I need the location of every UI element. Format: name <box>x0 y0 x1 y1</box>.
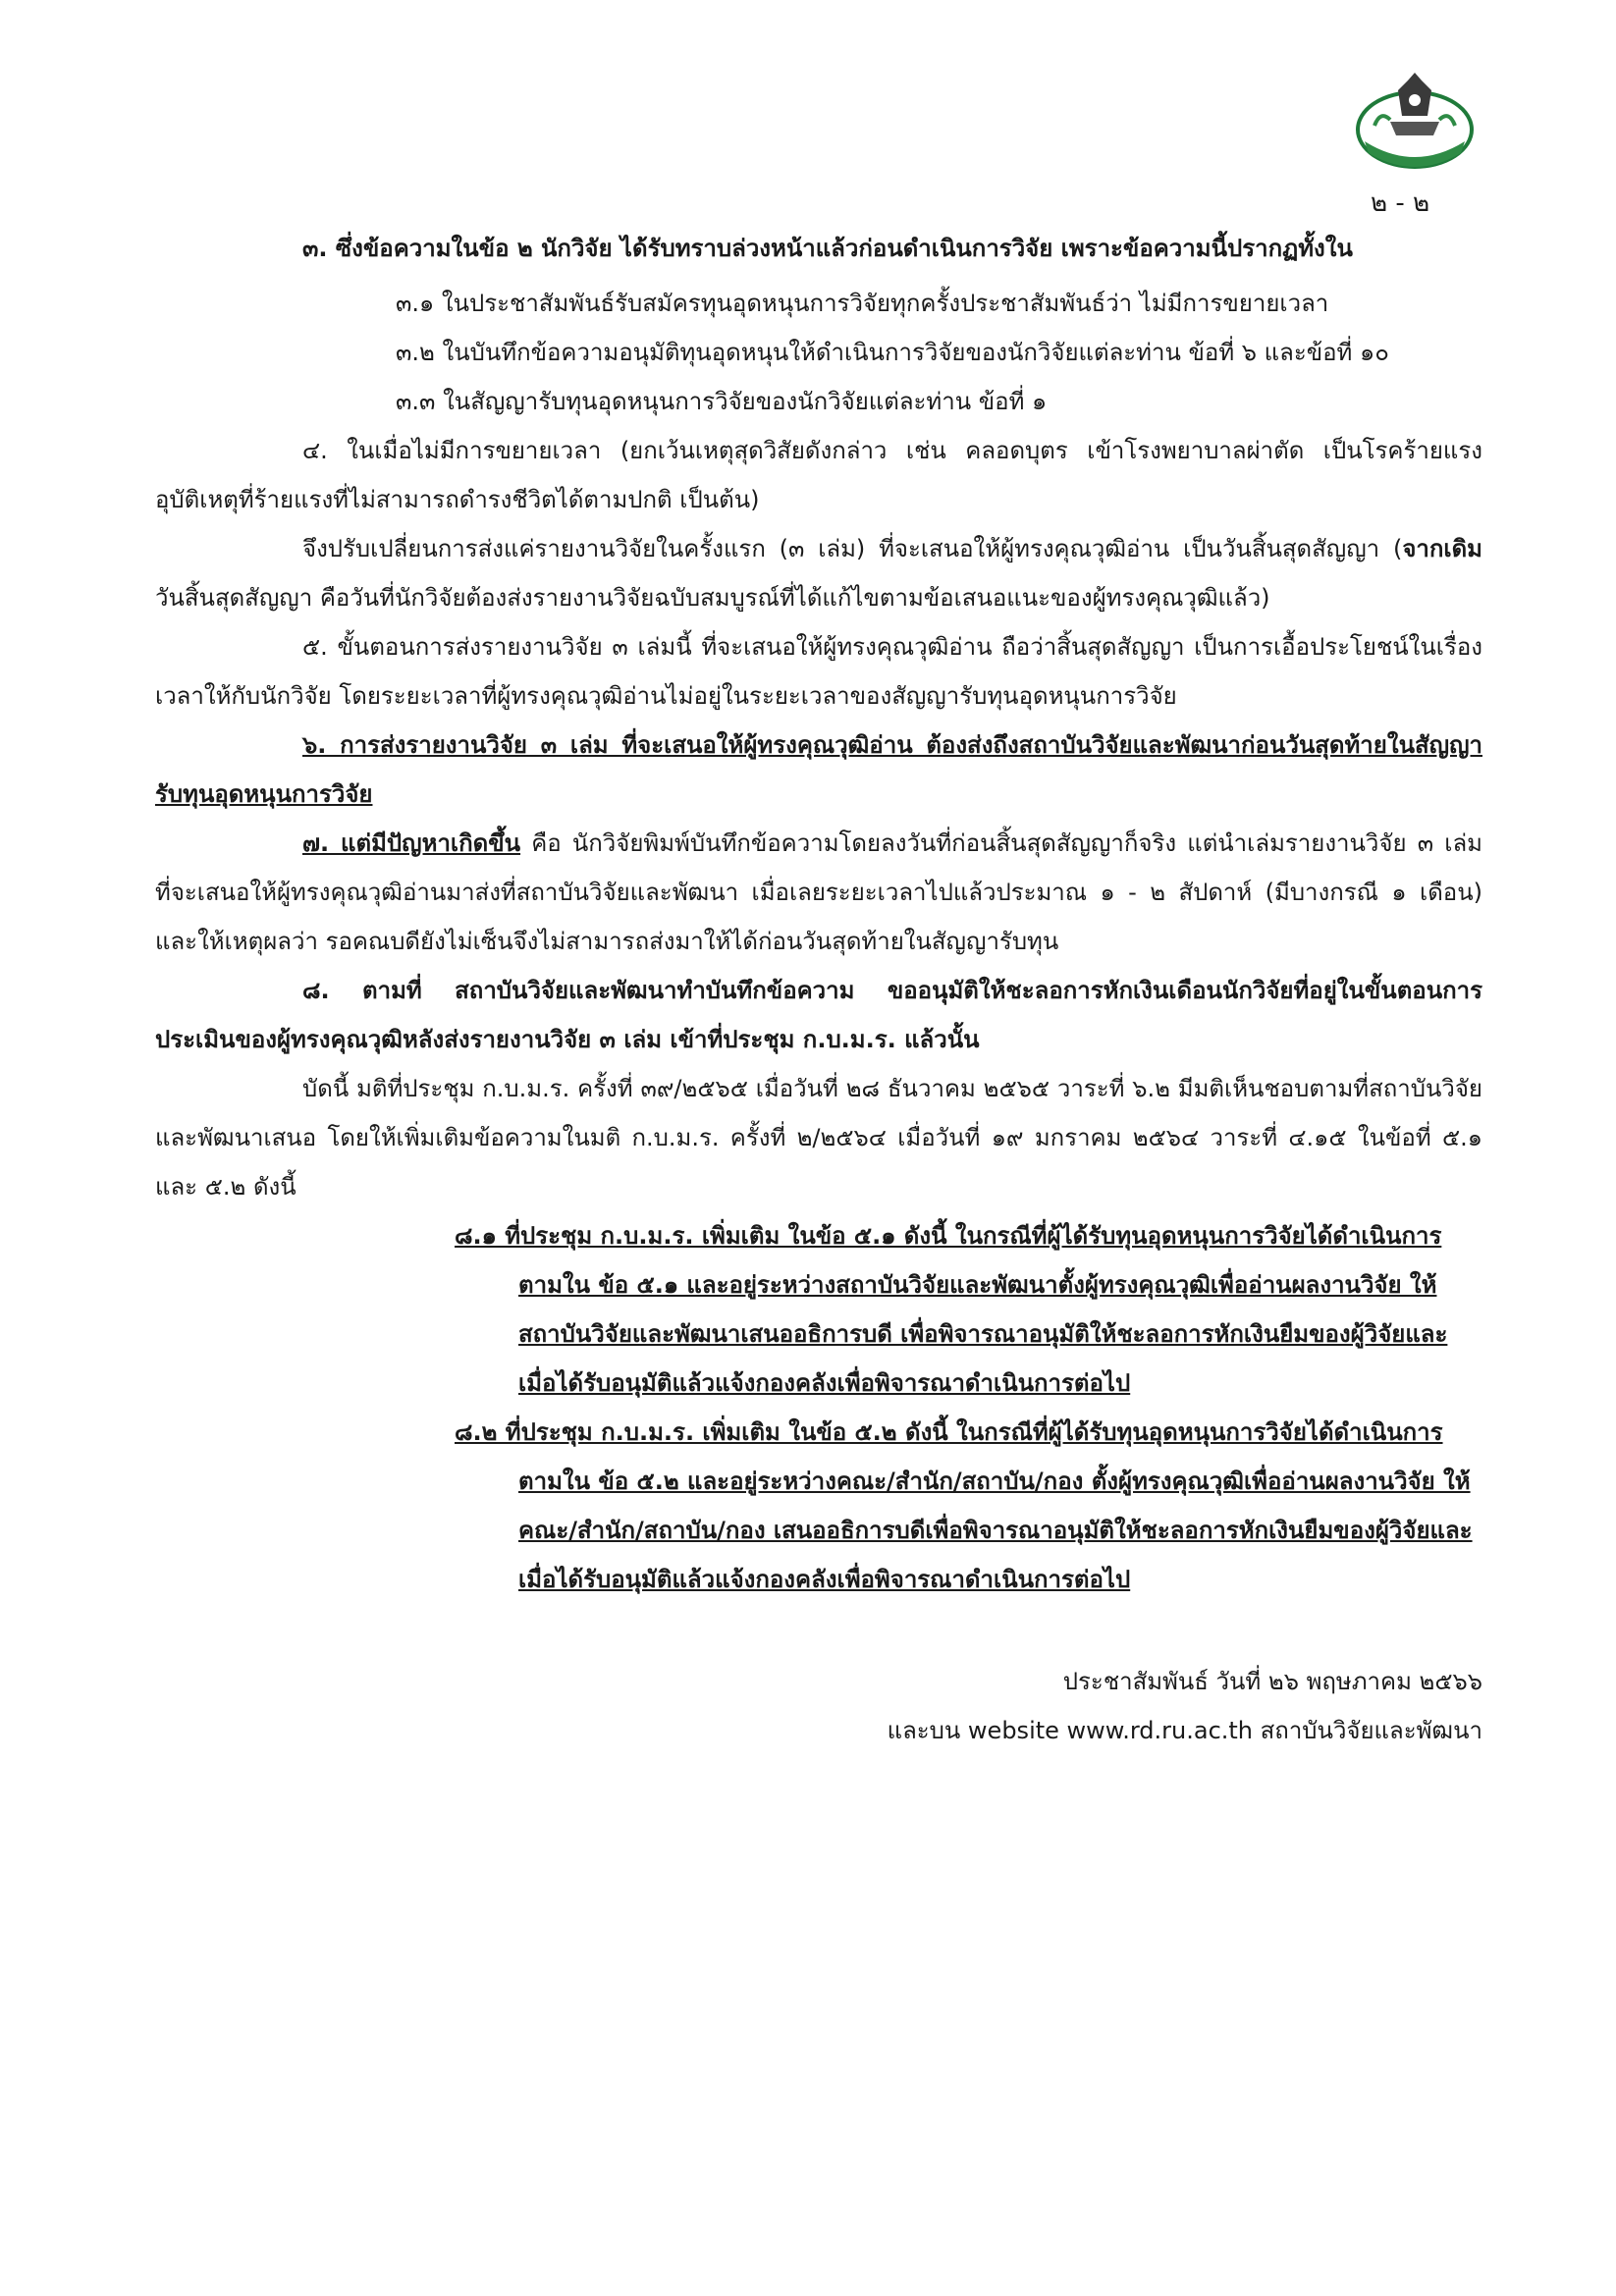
section-4: ๔. ในเมื่อไม่มีการขยายเวลา (ยกเว้นเหตุสุดวิสัยดังกล่าว เช่น คลอดบุตร เข้าโรงพยาบาลผ่าตัด เป็นโรคร้ายแรง อุบัติเหตุที่ร้ายแรงที่ไม่สามารถดำรงชีวิตได้ตามปกติ เป็นต้น) <box>155 437 1482 513</box>
section-4-detail-bold: จากเดิม <box>1402 535 1482 562</box>
section-8-2: ๘.๒ ที่ประชุม ก.บ.ม.ร. เพิ่มเติม ในข้อ ๕.๒ ดังนี้ ในกรณีที่ผู้ได้รับทุนอุดหนุนการวิจัยได้ดำเนินการตามใน ข้อ ๕.๒ และอยู่ระหว่างคณะ/สำนัก/สถาบัน/กอง ตั้งผู้ทรงคุณวุฒิเพื่ออ่านผลงานวิจัย ให้คณะ/สำนัก/สถาบัน/กอง เสนออธิการบดีเพื่อพิจารณาอนุมัติให้ชะลอการหักเงินยืมของผู้วิจัยและเมื่อได้รับอนุมัติแล้วแจ้งกองคลังเพื่อพิจารณาดำเนินการต่อไป <box>455 1418 1473 1593</box>
section-3: ๓. ซึ่งข้อความในข้อ ๒ นักวิจัย ได้รับทราบล่วงหน้าแล้วก่อนดำเนินการวิจัย เพราะข้อความนี้ปรากฏทั้งใน <box>302 235 1353 262</box>
announce-date: ประชาสัมพันธ์ วันที่ ๒๖ พฤษภาคม ๒๕๖๖ <box>1062 1668 1482 1695</box>
footer <box>155 1657 1482 1755</box>
section-7 <box>155 819 1482 966</box>
section-8: ๘. ตามที่ สถาบันวิจัยและพัฒนาทำบันทึกข้อความ ขออนุมัติให้ชะลอการหักเงินเดือนนักวิจัยที่อยู่ในขั้นตอนการประเมินของผู้ทรงคุณวุฒิหลังส่งรายงานวิจัย ๓ เล่ม เข้าที่ประชุม ก.บ.ม.ร. แล้วนั้น <box>155 977 1482 1053</box>
section-5: ๕. ขั้นตอนการส่งรายงานวิจัย ๓ เล่มนี้ ที่จะเสนอให้ผู้ทรงคุณวุฒิอ่าน ถือว่าสิ้นสุดสัญญา เป็นการเอื้อประโยชน์ในเรื่องเวลาให้กับนักวิจัย โดยระยะเวลาที่ผู้ทรงคุณวุฒิอ่านไม่อยู่ในระยะเวลาของสัญญารับทุนอุดหนุนการวิจัย <box>155 633 1482 710</box>
page-number: ๒ - ๒ <box>1371 188 1430 218</box>
section-3-2: ๓.๒ ในบันทึกข้อความอนุมัติทุนอุดหนุนให้ดำเนินการวิจัยของนักวิจัยแต่ละท่าน ข้อที่ ๖ และข้อที่ ๑๐ <box>396 339 1389 366</box>
document-body <box>155 224 1482 1755</box>
section-4-detail-pre: จึงปรับเปลี่ยนการส่งแค่รายงานวิจัยในครั้งแรก (๓ เล่ม) ที่จะเสนอให้ผู้ทรงคุณวุฒิอ่าน เป็นวันสิ้นสุดสัญญา ( <box>302 535 1403 562</box>
section-7-text: คือ นักวิจัยพิมพ์บันทึกข้อความโดยลงวันที่ก่อนสิ้นสุดสัญญาก็จริง แต่นำเล่มรายงานวิจัย ๓ เล่ม ที่จะเสนอให้ผู้ทรงคุณวุฒิอ่านมาส่งที่สถาบันวิจัยและพัฒนา เมื่อเลยระยะเวลาไปแล้วประมาณ ๑ - ๒ สัปดาห์ (มีบางกรณี ๑ เดือน) และให้เหตุผลว่า รอคณบดียังไม่เซ็นจึงไม่สามารถส่งมาให้ได้ก่อนวันสุดท้ายในสัญญารับทุน <box>155 829 1482 955</box>
university-seal-icon <box>1351 71 1479 171</box>
website-note: และบน website www.rd.ru.ac.th สถาบันวิจัยและพัฒนา <box>887 1717 1482 1744</box>
section-3-3: ๓.๓ ในสัญญารับทุนอุดหนุนการวิจัยของนักวิจัยแต่ละท่าน ข้อที่ ๑ <box>396 388 1048 415</box>
section-8-1: ๘.๑ ที่ประชุม ก.บ.ม.ร. เพิ่มเติม ในข้อ ๕.๑ ดังนี้ ในกรณีที่ผู้ได้รับทุนอุดหนุนการวิจัยได้ดำเนินการตามใน ข้อ ๕.๑ และอยู่ระหว่างสถาบันวิจัยและพัฒนาตั้งผู้ทรงคุณวุฒิเพื่ออ่านผลงานวิจัย ให้สถาบันวิจัยและพัฒนาเสนออธิการบดี เพื่อพิจารณาอนุมัติให้ชะลอการหักเงินยืมของผู้วิจัยและเมื่อได้รับอนุมัติแล้วแจ้งกองคลังเพื่อพิจารณาดำเนินการต่อไป <box>455 1222 1448 1397</box>
section-8-resolution: บัดนี้ มติที่ประชุม ก.บ.ม.ร. ครั้งที่ ๓๙/๒๕๖๕ เมื่อวันที่ ๒๘ ธันวาคม ๒๕๖๕ วาระที่ ๖.๒ มีมติเห็นชอบตามที่สถาบันวิจัยและพัฒนาเสนอ โดยให้เพิ่มเติมข้อความในมติ ก.บ.ม.ร. ครั้งที่ ๒/๒๕๖๔ เมื่อวันที่ ๑๙ มกราคม ๒๕๖๔ วาระที่ ๔.๑๕ ในข้อที่ ๕.๑ และ ๕.๒ ดังนี้ <box>155 1075 1482 1201</box>
section-7-heading: ๗. แต่มีปัญหาเกิดขึ้น <box>302 829 521 857</box>
section-4-detail <box>155 524 1482 622</box>
section-3-1: ๓.๑ ในประชาสัมพันธ์รับสมัครทุนอุดหนุนการวิจัยทุกครั้งประชาสัมพันธ์ว่า ไม่มีการขยายเวลา <box>396 290 1329 317</box>
section-4-detail-post: วันสิ้นสุดสัญญา คือวันที่นักวิจัยต้องส่งรายงานวิจัยฉบับสมบูรณ์ที่ได้แก้ไขตามข้อเสนอแนะของผู้ทรงคุณวุฒิแล้ว) <box>155 584 1270 612</box>
section-6: ๖. การส่งรายงานวิจัย ๓ เล่ม ที่จะเสนอให้ผู้ทรงคุณวุฒิอ่าน ต้องส่งถึงสถาบันวิจัยและพัฒนาก่อนวันสุดท้ายในสัญญารับทุนอุดหนุนการวิจัย <box>155 731 1482 808</box>
